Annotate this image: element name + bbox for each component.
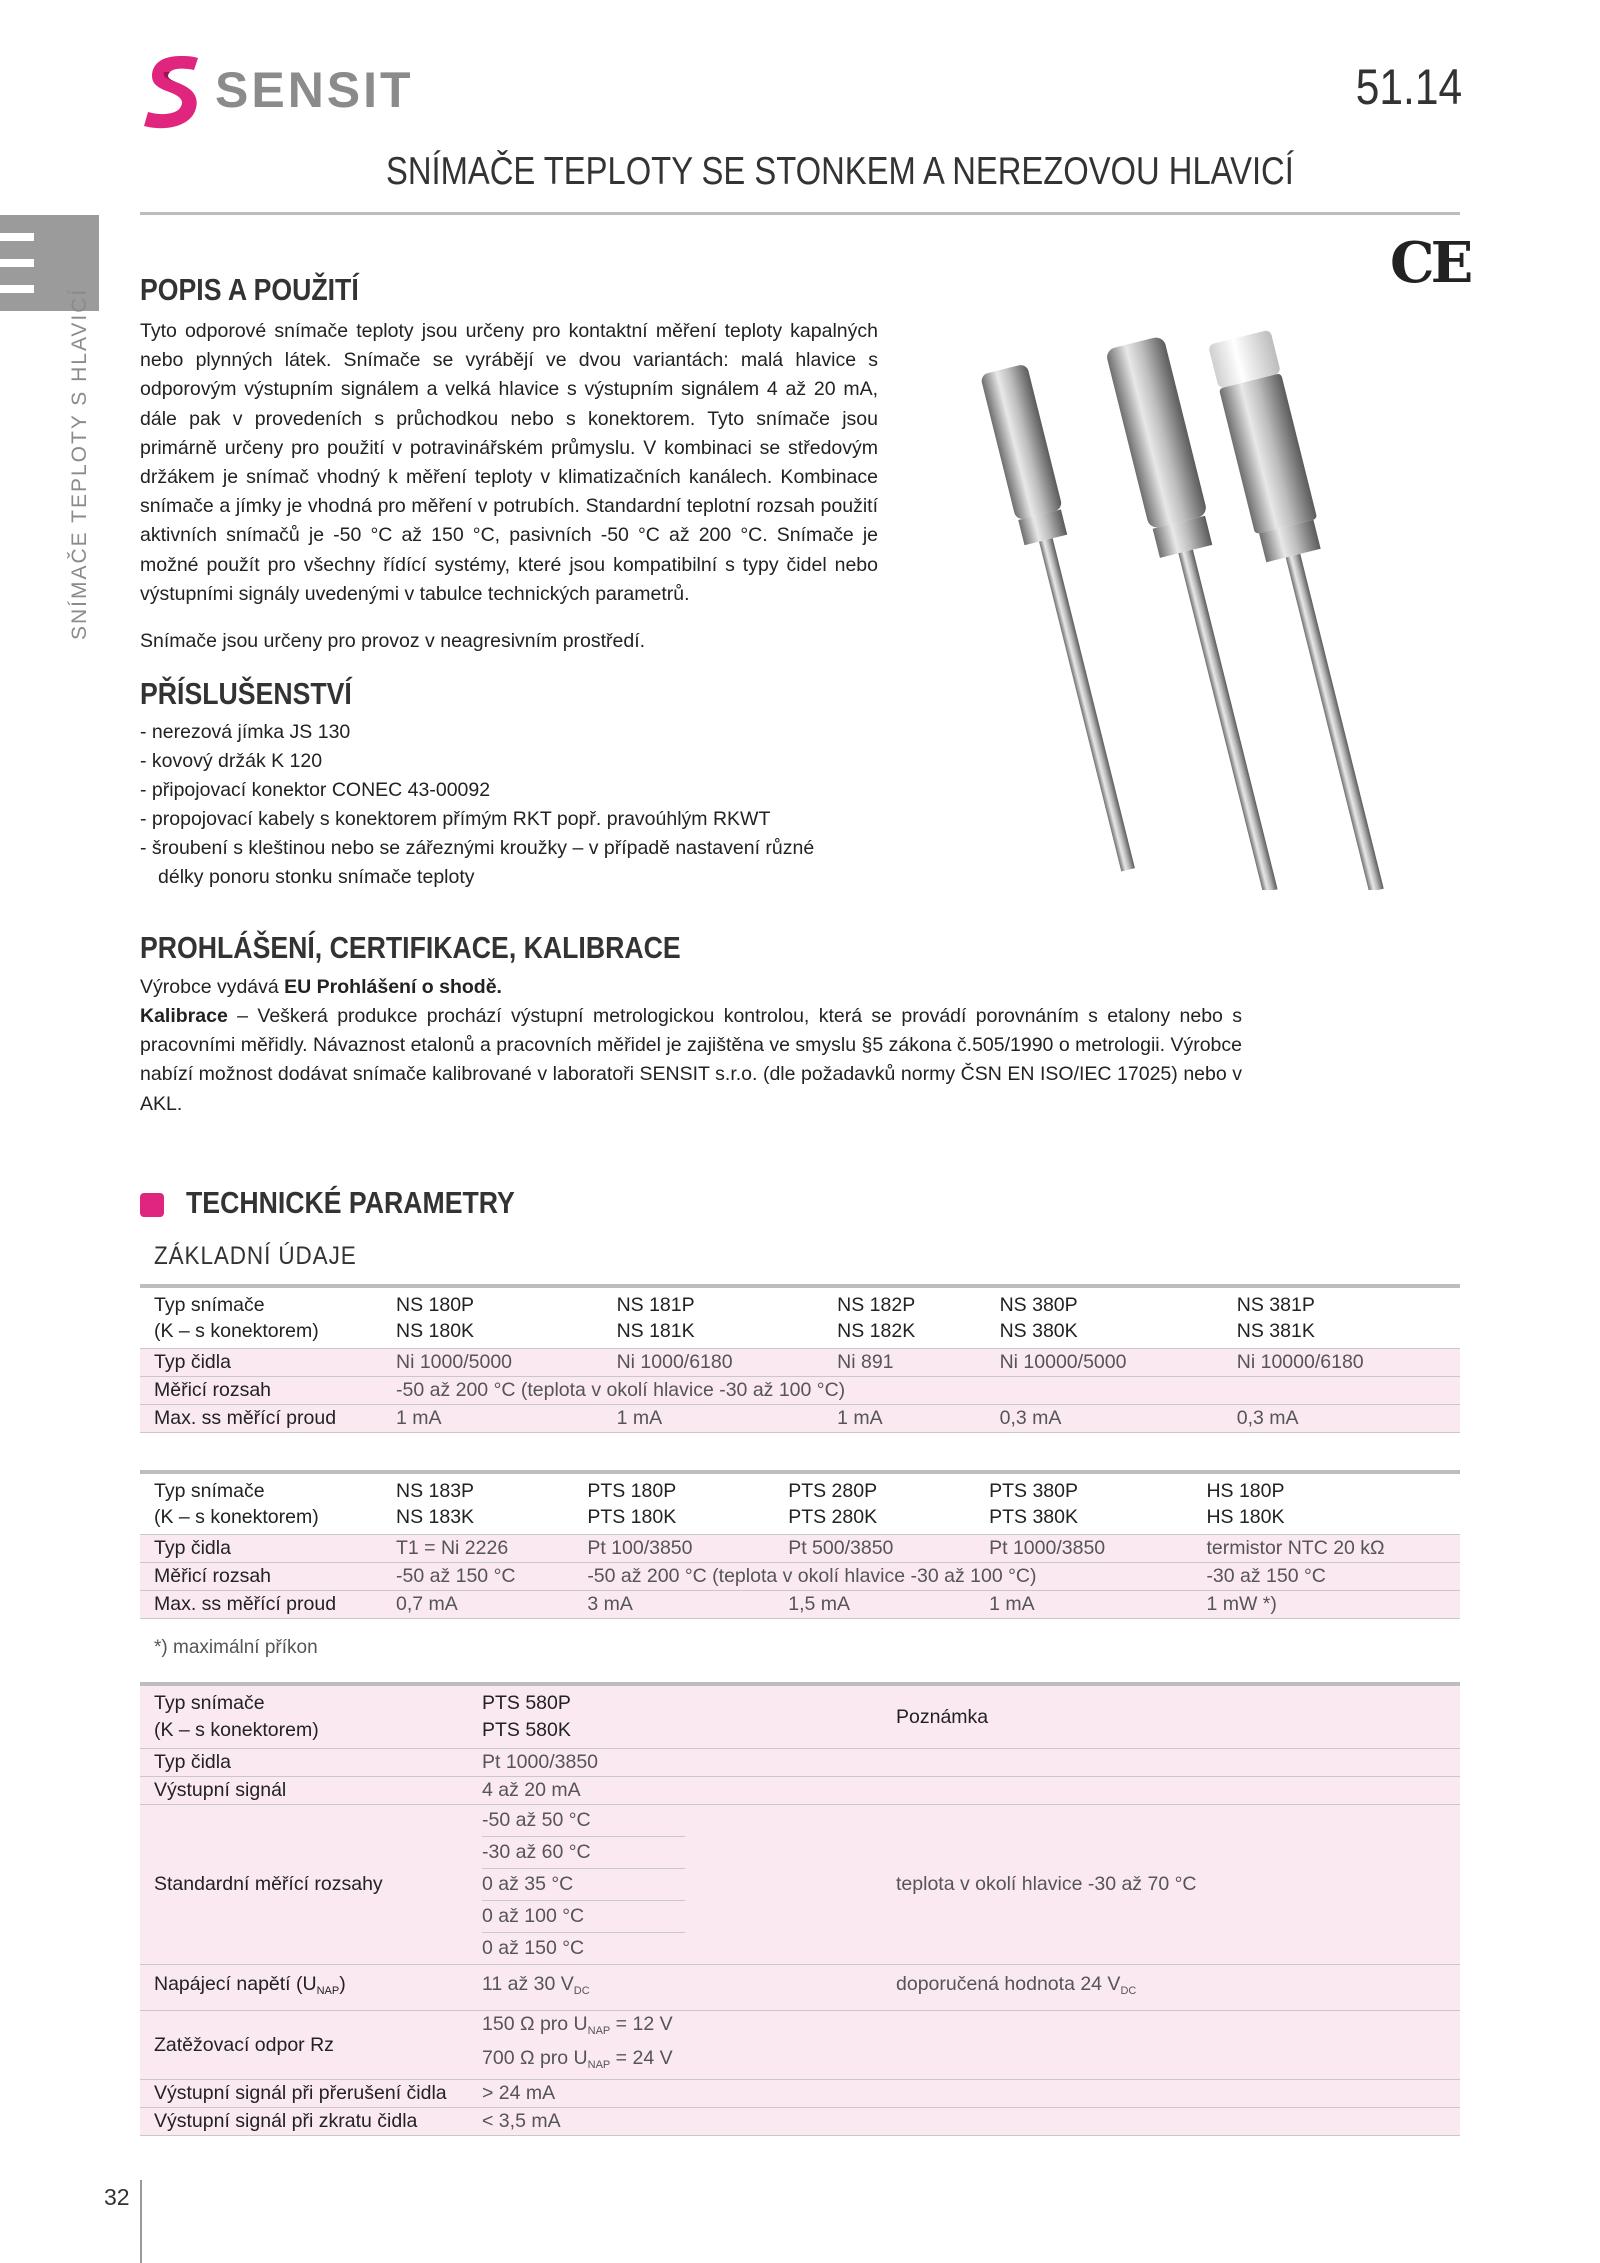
subheading-basic: ZÁKLADNÍ ÚDAJE [154,1242,357,1270]
table-head-label: Typ snímače (K – s konektorem) [140,1684,468,1749]
table-row: Měřicí rozsah -50 až 200 °C (teplota v okolí hlavice -30 až 100 °C) [140,1377,1460,1405]
accessory-item: - připojovací konektor CONEC 43-00092 [140,779,491,801]
prohlaseni-prefix: Výrobce vydává [140,976,285,998]
type-cell: NS 181P NS 181K [603,1286,824,1349]
type-cell: PTS 580P PTS 580K [468,1684,685,1749]
title-divider [140,212,1460,215]
ce-mark: CE [1390,230,1470,296]
section-bullet-icon [140,1193,164,1217]
section-heading-tech: TECHNICKÉ PARAMETRY [186,1185,515,1220]
kalibrace-body: – Veškerá produkce prochází výstupní metrologickou kontrolou, která se provádí porovnáním s etalony nebo s pracovními měřidly. Návaznost etalonů a pracovních měřidel je zajištěna ve smyslu §5 zákona č.505/1990 o metrologii. Výrobce nabízí možnost dodávat snímače kalibrované v laboratoři SENSIT s.r.o. (dle požadavků normy ČSN EN ISO/IEC 17025) nebo v AKL. [140,1005,1242,1115]
spec-table-2 [140,1470,1460,1619]
type-cell: PTS 180P PTS 180K [573,1472,774,1535]
table-row: Výstupní signál při zkratu čidla < 3,5 mA [140,2108,1460,2136]
sensit-logo [140,52,440,132]
type-cell: NS 381P NS 381K [1223,1286,1460,1349]
type-cell: NS 183P NS 183K [382,1472,573,1535]
product-photo [960,330,1480,890]
odpor-values: 150 Ω pro $U_{NAP} = 12$ V 700 Ω pro $U_{NAP} = 24$ V [468,2011,882,2080]
accessory-item: délky ponoru stonku snímače teploty [158,866,475,888]
page-number: 32 [104,2184,130,2210]
footer-divider [140,2180,142,2263]
accessory-item: - šroubení s kleštinou nebo se zářeznými kroužky – v případě nastavení různé [140,837,815,859]
type-cell: NS 180P NS 180K [382,1286,603,1349]
napeti-note: doporučená hodnota 24 $V_{DC}$ [882,1965,1460,2011]
table-row: Měřicí rozsah -50 až 150 °C -50 až 200 °C (teplota v okolí hlavice -30 až 100 °C) -30 až 150 °C [140,1563,1460,1591]
type-cell: PTS 280P PTS 280K [774,1472,975,1535]
prohlaseni-bold: EU Prohlášení o shodě. [284,976,502,998]
section-heading-popis: POPIS A POUŽITÍ [140,272,359,307]
side-section-label: SNÍMAČE TEPLOTY S HLAVICÍ [68,287,91,640]
type-cell: PTS 380P PTS 380K [975,1472,1192,1535]
table-head-label: Typ snímače (K – s konektorem) [140,1472,382,1535]
type-cell: NS 380P NS 380K [986,1286,1223,1349]
type-cell: NS 182P NS 182K [823,1286,985,1349]
note-header: Poznámka [882,1684,1460,1749]
table-row: Typ čidla Ni 1000/5000 Ni 1000/6180 Ni 891 Ni 10000/5000 Ni 10000/6180 [140,1349,1460,1377]
napeti-label: Napájecí napětí $(U_{NAP})$ [140,1965,468,2011]
accessory-item: - nerezová jímka JS 130 [140,721,351,743]
table-row: Standardní měřící rozsahy -50 až 50 °C -30 až 60 °C 0 až 35 °C 0 až 100 °C 0 až 150 °C teplota v okolí hlavice -30 až 70 °C [140,1805,1460,1965]
section-heading-prislusenstvi: PŘÍSLUŠENSTVÍ [140,676,352,711]
table-head-label: Typ snímače (K – s konektorem) [140,1286,382,1349]
sensit-logo-icon [140,52,202,130]
page-code: 51.14 [1355,59,1462,115]
brand-name: SENSIT [215,62,414,118]
table-row: Zatěžovací odpor Rz 150 Ω pro $U_{NAP} = 12$ V 700 Ω pro $U_{NAP} = 24$ V [140,2011,1460,2080]
accessory-item: - propojovací kabely s konektorem přímým RKT popř. pravoúhlým RKWT [140,808,771,830]
section-heading-prohlaseni: PROHLÁŠENÍ, CERTIFIKACE, KALIBRACE [140,930,681,965]
table-row: Výstupní signál 4 až 20 mA [140,1777,1460,1805]
page-title: SNÍMAČE TEPLOTY SE STONKEM A NEREZOVOU HLAVICÍ [386,150,1294,193]
spec-table-1 [140,1284,1460,1433]
kalibrace-label: Kalibrace [140,1005,228,1027]
table-row: Max. ss měřící proud 0,7 mA 3 mA 1,5 mA 1 mA 1 mW *) [140,1591,1460,1619]
popis-text-2: Snímače jsou určeny pro provoz v neagresivním prostředí. [140,630,646,652]
napeti-value: 11 až 30 $V_{DC}$ [468,1965,685,2011]
prohlaseni-line1 [140,973,502,1002]
table-row: Typ čidla T1 = Ni 2226 Pt 100/3850 Pt 500/3850 Pt 1000/3850 termistor NTC 20 kΩ [140,1535,1460,1563]
popis-text: Tyto odporové snímače teploty jsou určeny pro kontaktní měření teploty kapalných nebo plynných látek. Snímače se vyrábějí ve dvou variantách: malá hlavice s odporovým výstupním signálem a velká hlavice s výstupním signálem 4 až 20 mA, dále pak v provedeních s průchodkou nebo s konektorem. Tyto snímače jsou primárně určeny pro použití v potravinářském průmyslu. V kombinaci se středovým držákem je snímač vhodný k měření teploty v klimatizačních kanálech. Kombinace snímače a jímky je vhodná pro měření v potrubích. Standardní teplotní rozsah použití aktivních snímačů je -50 °C až 150 °C, pasivních -50 °C až 200 °C. Snímače je možné použít pro všechny řídící systémy, které jsou kompatibilní s typy čidel nebo výstupními signály uvedenými v tabulce technických parametrů. [140,320,878,605]
spec-table-3 [140,1682,1460,2136]
table-row: Typ čidla Pt 1000/3850 [140,1749,1460,1777]
table-row: Max. ss měřící proud 1 mA 1 mA 1 mA 0,3 mA 0,3 mA [140,1405,1460,1433]
footnote: *) maximální příkon [154,1637,318,1658]
table-row [140,1965,1460,2011]
accessory-item: - kovový držák K 120 [140,750,323,772]
table-row: Výstupní signál při přerušení čidla > 24 mA [140,2080,1460,2108]
kalibrace-text [140,1002,1242,1119]
type-cell: HS 180P HS 180K [1192,1472,1460,1535]
